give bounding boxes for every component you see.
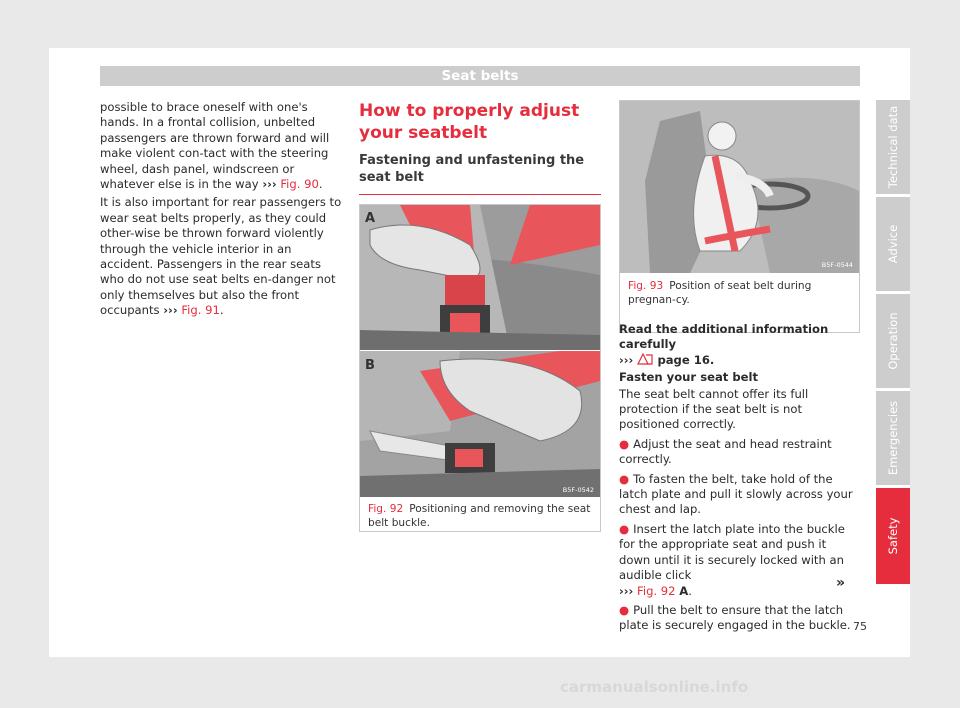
read-info-page[interactable]: page 16. <box>657 352 715 367</box>
bullet-dot-icon: ● <box>619 471 630 486</box>
tab-label: Operation <box>886 312 900 370</box>
subheading: Fastening and unfastening the seat belt <box>359 153 585 185</box>
continue-arrow-icon: » <box>836 575 846 591</box>
paragraph-1-end: . <box>318 177 323 192</box>
subheading-wrap <box>359 152 601 195</box>
watermark: carmanualsonline.info <box>560 678 749 696</box>
bullet-item <box>619 522 860 599</box>
fig-92-letter: A <box>679 583 689 598</box>
bullet-text: Pull the belt to ensure that the latch plate is securely engaged in the buckle. <box>619 602 851 633</box>
paragraph-2 <box>100 195 343 318</box>
fig-91-link[interactable]: Fig. 91 <box>181 303 220 318</box>
fasten-text: The seat belt cannot offer its full protection if the seat belt is not positioned correctly. <box>619 386 809 432</box>
ref-arrow: ››› <box>262 177 277 192</box>
column-2 <box>359 100 601 195</box>
section-heading: How to properly adjust your seatbelt <box>359 101 580 143</box>
bullet-text: Adjust the seat and head restraint correctly. <box>619 436 832 467</box>
paragraph-1-text: possible to brace oneself with one's hands. In a frontal collision, unbelted passengers are thrown forward and will make violent con-tact with the steering wheel, dash panel, windscreen or whatever else is in the way <box>100 100 330 192</box>
bullet-end: . <box>688 583 692 598</box>
figure-92-image-a <box>360 205 600 350</box>
bullet-text: To fasten the belt, take hold of the latch plate and pull it slowly across your chest and lap. <box>619 471 853 517</box>
bullet-item <box>619 472 860 518</box>
bullet-dot-icon: ● <box>619 602 630 617</box>
pregnancy-seatbelt-illustration <box>620 101 859 273</box>
figure-92-image-b <box>360 351 600 497</box>
bullet-item <box>619 437 860 468</box>
tab-advice[interactable] <box>876 197 910 291</box>
figure-code: B5F-0544 <box>821 261 853 269</box>
figure-93 <box>619 100 860 333</box>
figure-label-b: B <box>365 358 375 373</box>
paragraph-1 <box>100 100 343 192</box>
read-info-text: Read the additional information carefully <box>619 322 829 352</box>
fasten-title: Fasten your seat belt <box>619 370 759 385</box>
bullet-item <box>619 603 860 634</box>
bullet-dot-icon: ● <box>619 436 630 451</box>
fig-92-link[interactable]: Fig. 92 <box>637 583 676 598</box>
figure-number: Fig. 93 <box>628 280 664 292</box>
fig-90-link[interactable]: Fig. 90 <box>280 177 319 192</box>
figure-93-caption <box>628 279 854 307</box>
column-3 <box>619 322 860 638</box>
buckle-insert-illustration <box>360 205 600 350</box>
ref-arrow: ››› <box>619 583 634 598</box>
column-1 <box>100 100 343 322</box>
figure-93-image <box>620 101 859 273</box>
tab-safety[interactable] <box>876 488 910 584</box>
paragraph-2-end: . <box>219 303 224 318</box>
figure-92 <box>359 204 601 532</box>
tab-operation[interactable] <box>876 294 910 388</box>
figure-caption-text: Positioning and removing the seat belt buckle. <box>368 503 591 529</box>
tab-emergencies[interactable] <box>876 391 910 485</box>
figure-number: Fig. 92 <box>368 503 404 515</box>
bullet-dot-icon: ● <box>619 521 630 536</box>
tab-label: Technical data <box>886 105 900 189</box>
figure-code: B5F-0542 <box>562 486 594 494</box>
ref-arrow: ››› <box>619 352 634 367</box>
tab-label: Advice <box>886 224 900 264</box>
paragraph-2-text: It is also important for rear passengers to wear seat belts properly, as they could other-wise be thrown forward violently through the vehicle interior in an accident. Passengers in the rear seats who do not use seat belts en-danger not only themselves but also the front occupants <box>100 195 342 318</box>
tab-label: Emergencies <box>886 400 900 476</box>
figure-label-a: A <box>365 211 376 226</box>
tab-label: Safety <box>886 517 900 555</box>
bullet-text: Insert the latch plate into the buckle for the appropriate seat and push it down until it is securely locked with an audible click <box>619 521 845 583</box>
page-number: 75 <box>853 620 867 633</box>
tab-technical-data[interactable] <box>876 100 910 194</box>
read-info <box>619 322 860 368</box>
header-title: Seat belts <box>441 68 519 84</box>
figure-caption-text: Position of seat belt during pregnan-cy. <box>628 280 812 306</box>
ref-arrow: ››› <box>163 303 178 318</box>
buckle-release-illustration <box>360 351 600 497</box>
page-header <box>100 66 860 86</box>
figure-92-caption <box>368 502 594 530</box>
book-warning-icon <box>637 353 653 365</box>
